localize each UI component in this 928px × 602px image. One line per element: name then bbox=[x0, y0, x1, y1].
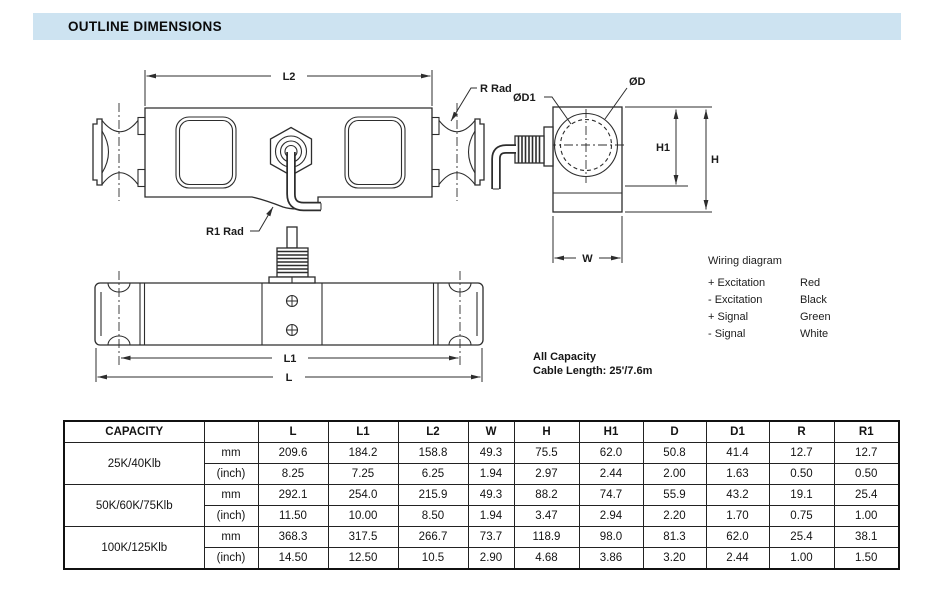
value-cell: 38.1 bbox=[834, 527, 899, 548]
column-header: L2 bbox=[398, 421, 468, 443]
dim-label-od1: ØD1 bbox=[513, 92, 536, 104]
value-cell: 1.00 bbox=[834, 506, 899, 527]
value-cell: 8.25 bbox=[258, 464, 328, 485]
header-row bbox=[64, 421, 899, 443]
wiring-row bbox=[708, 292, 831, 309]
dimensions-table bbox=[63, 420, 900, 570]
dim-label-r1-rad: R1 Rad bbox=[206, 226, 244, 238]
dim-label-l: L bbox=[285, 372, 293, 384]
value-cell: 3.47 bbox=[514, 506, 579, 527]
value-cell: 209.6 bbox=[258, 443, 328, 464]
page-title: OUTLINE DIMENSIONS bbox=[68, 19, 222, 34]
value-cell: 1.63 bbox=[706, 464, 769, 485]
value-cell: 74.7 bbox=[579, 485, 643, 506]
value-cell: 254.0 bbox=[328, 485, 398, 506]
dim-label-h: H bbox=[711, 154, 719, 166]
column-header: R1 bbox=[834, 421, 899, 443]
value-cell: 14.50 bbox=[258, 548, 328, 570]
value-cell: 317.5 bbox=[328, 527, 398, 548]
cable-note-line2: Cable Length: 25'/7.6m bbox=[533, 364, 653, 377]
value-cell: 88.2 bbox=[514, 485, 579, 506]
value-cell: 25.4 bbox=[769, 527, 834, 548]
unit-cell: (inch) bbox=[204, 548, 258, 570]
unit-cell: (inch) bbox=[204, 506, 258, 527]
value-cell: 75.5 bbox=[514, 443, 579, 464]
value-cell: 0.50 bbox=[834, 464, 899, 485]
value-cell: 4.68 bbox=[514, 548, 579, 570]
value-cell: 7.25 bbox=[328, 464, 398, 485]
wiring-signal-label: + Signal bbox=[708, 311, 749, 323]
value-cell: 12.7 bbox=[769, 443, 834, 464]
value-cell: 10.00 bbox=[328, 506, 398, 527]
screw-cross-icon bbox=[287, 325, 298, 336]
column-header: H bbox=[514, 421, 579, 443]
column-header: D bbox=[643, 421, 706, 443]
value-cell: 266.7 bbox=[398, 527, 468, 548]
table-row bbox=[64, 527, 899, 548]
value-cell: 12.7 bbox=[834, 443, 899, 464]
value-cell: 2.20 bbox=[643, 506, 706, 527]
dim-label-l2: L2 bbox=[282, 71, 296, 83]
dim-label-r-rad: R Rad bbox=[480, 83, 512, 95]
thread-ridges bbox=[519, 136, 540, 163]
value-cell: 1.50 bbox=[834, 548, 899, 570]
value-cell: 1.94 bbox=[468, 506, 514, 527]
cable-note-line1: All Capacity bbox=[533, 351, 596, 363]
value-cell: 3.86 bbox=[579, 548, 643, 570]
dim-label-od: ØD bbox=[629, 76, 646, 88]
value-cell: 2.44 bbox=[706, 548, 769, 570]
value-cell: 292.1 bbox=[258, 485, 328, 506]
value-cell: 6.25 bbox=[398, 464, 468, 485]
value-cell: 10.5 bbox=[398, 548, 468, 570]
capacity-cell: 100K/125Klb bbox=[64, 527, 204, 570]
value-cell: 2.97 bbox=[514, 464, 579, 485]
value-cell: 215.9 bbox=[398, 485, 468, 506]
wiring-signal-label: + Excitation bbox=[708, 277, 766, 289]
value-cell: 2.44 bbox=[579, 464, 643, 485]
side-view bbox=[93, 70, 512, 238]
cable-note bbox=[533, 351, 652, 378]
value-cell: 62.0 bbox=[579, 443, 643, 464]
value-cell: 25.4 bbox=[834, 485, 899, 506]
wiring-signal-label: - Signal bbox=[708, 328, 746, 340]
dim-label-h1: H1 bbox=[655, 142, 670, 154]
value-cell: 1.70 bbox=[706, 506, 769, 527]
value-cell: 98.0 bbox=[579, 527, 643, 548]
wiring-title: Wiring diagram bbox=[708, 255, 782, 267]
column-header-capacity: CAPACITY bbox=[64, 421, 204, 443]
value-cell: 3.20 bbox=[643, 548, 706, 570]
value-cell: 50.8 bbox=[643, 443, 706, 464]
value-cell: 73.7 bbox=[468, 527, 514, 548]
value-cell: 184.2 bbox=[328, 443, 398, 464]
column-header: H1 bbox=[579, 421, 643, 443]
wiring-row bbox=[708, 326, 831, 343]
screw-cross-icon bbox=[287, 296, 298, 307]
value-cell: 12.50 bbox=[328, 548, 398, 570]
value-cell: 158.8 bbox=[398, 443, 468, 464]
column-header: D1 bbox=[706, 421, 769, 443]
value-cell: 2.94 bbox=[579, 506, 643, 527]
value-cell: 8.50 bbox=[398, 506, 468, 527]
value-cell: 2.90 bbox=[468, 548, 514, 570]
wiring-diagram bbox=[708, 255, 831, 343]
value-cell: 19.1 bbox=[769, 485, 834, 506]
value-cell: 2.00 bbox=[643, 464, 706, 485]
unit-cell: (inch) bbox=[204, 464, 258, 485]
value-cell: 0.75 bbox=[769, 506, 834, 527]
column-header: W bbox=[468, 421, 514, 443]
table-row bbox=[64, 443, 899, 464]
thread-ridges bbox=[277, 252, 308, 273]
unit-cell: mm bbox=[204, 443, 258, 464]
value-cell: 1.00 bbox=[769, 548, 834, 570]
value-cell: 41.4 bbox=[706, 443, 769, 464]
dim-label-w: W bbox=[582, 253, 593, 265]
unit-cell: mm bbox=[204, 485, 258, 506]
column-header-unit bbox=[204, 421, 258, 443]
top-view bbox=[95, 227, 483, 384]
value-cell: 49.3 bbox=[468, 443, 514, 464]
column-header: R bbox=[769, 421, 834, 443]
wiring-signal-label: - Excitation bbox=[708, 294, 763, 306]
capacity-cell: 25K/40Klb bbox=[64, 443, 204, 485]
value-cell: 62.0 bbox=[706, 527, 769, 548]
unit-cell: mm bbox=[204, 527, 258, 548]
column-header: L1 bbox=[328, 421, 398, 443]
wiring-row bbox=[708, 309, 831, 326]
value-cell: 0.50 bbox=[769, 464, 834, 485]
capacity-cell: 50K/60K/75Klb bbox=[64, 485, 204, 527]
value-cell: 368.3 bbox=[258, 527, 328, 548]
wiring-color-value: Green bbox=[800, 311, 831, 323]
dimensions-table-wrap bbox=[63, 420, 900, 570]
column-header: L bbox=[258, 421, 328, 443]
wiring-color-value: White bbox=[800, 328, 829, 340]
value-cell: 11.50 bbox=[258, 506, 328, 527]
wiring-row bbox=[708, 275, 831, 292]
value-cell: 1.94 bbox=[468, 464, 514, 485]
wiring-color-value: Red bbox=[800, 277, 821, 289]
value-cell: 49.3 bbox=[468, 485, 514, 506]
table-row bbox=[64, 485, 899, 506]
end-view bbox=[493, 76, 719, 265]
value-cell: 81.3 bbox=[643, 527, 706, 548]
value-cell: 43.2 bbox=[706, 485, 769, 506]
value-cell: 55.9 bbox=[643, 485, 706, 506]
dim-label-l1: L1 bbox=[283, 353, 297, 365]
value-cell: 118.9 bbox=[514, 527, 579, 548]
wiring-color-value: Black bbox=[800, 294, 827, 306]
